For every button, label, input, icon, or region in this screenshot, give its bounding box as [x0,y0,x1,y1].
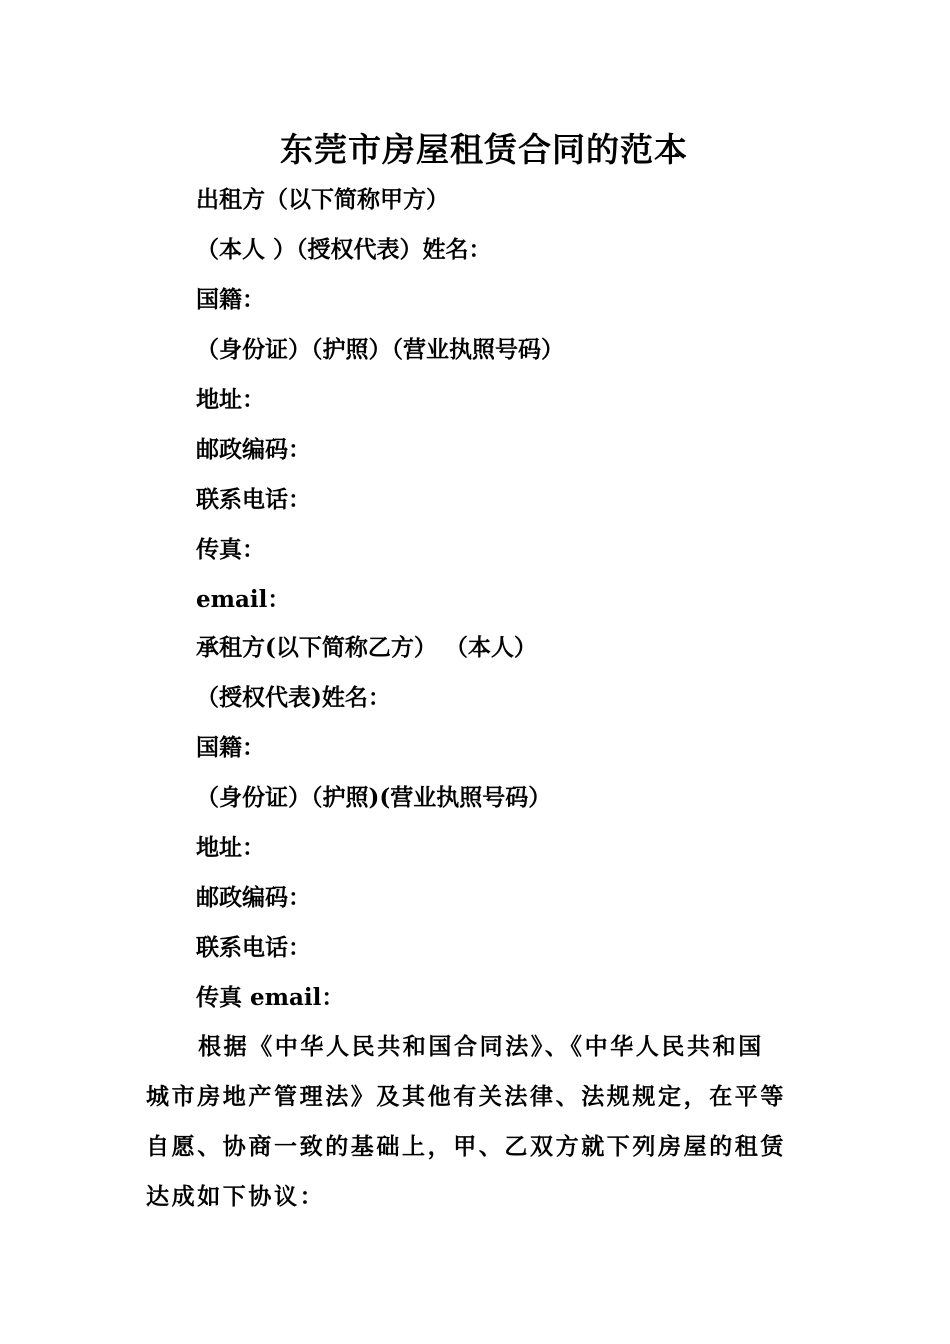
lessee-address-field: 地址： [196,834,265,861]
lessor-address-field: 地址： [196,386,265,413]
agreement-paragraph [146,1030,806,1230]
lessor-header: 出租方（以下简称甲方） [196,186,449,213]
lessor-id-field: （身份证）（护照）（营业执照号码） [196,336,564,363]
lessor-postcode-field: 邮政编码： [196,436,311,463]
lessee-header: 承租方(以下简称乙方） （本人） [196,634,537,661]
lessee-name-field: （授权代表)姓名： [196,684,391,711]
paragraph-line: 自愿、协商一致的基础上，甲、乙双方就下列房屋的租赁 [146,1133,786,1160]
paragraph-line: 达成如下协议： [146,1183,326,1210]
lessor-name-field: （本人 ）（授权代表）姓名： [196,236,492,263]
lessor-fax-field: 传真： [196,536,265,563]
lessee-id-field: （身份证）（护照)(营业执照号码） [196,784,552,811]
lessee-phone-field: 联系电话： [196,934,311,961]
document-title: 东莞市房屋租赁合同的范本 [280,130,688,169]
lessor-nationality-field: 国籍： [196,286,265,313]
lessee-postcode-field: 邮政编码： [196,884,311,911]
paragraph-line: 根据《中华人民共和国合同法》、《中华人民共和国 [198,1033,764,1060]
lessee-fax-email-field: 传真 email： [196,984,345,1011]
lessor-phone-field: 联系电话： [196,486,311,513]
lessor-email-field: email： [196,586,291,613]
lessee-nationality-field: 国籍： [196,734,265,761]
paragraph-line: 城市房地产管理法》及其他有关法律、法规规定，在平等 [146,1083,786,1110]
